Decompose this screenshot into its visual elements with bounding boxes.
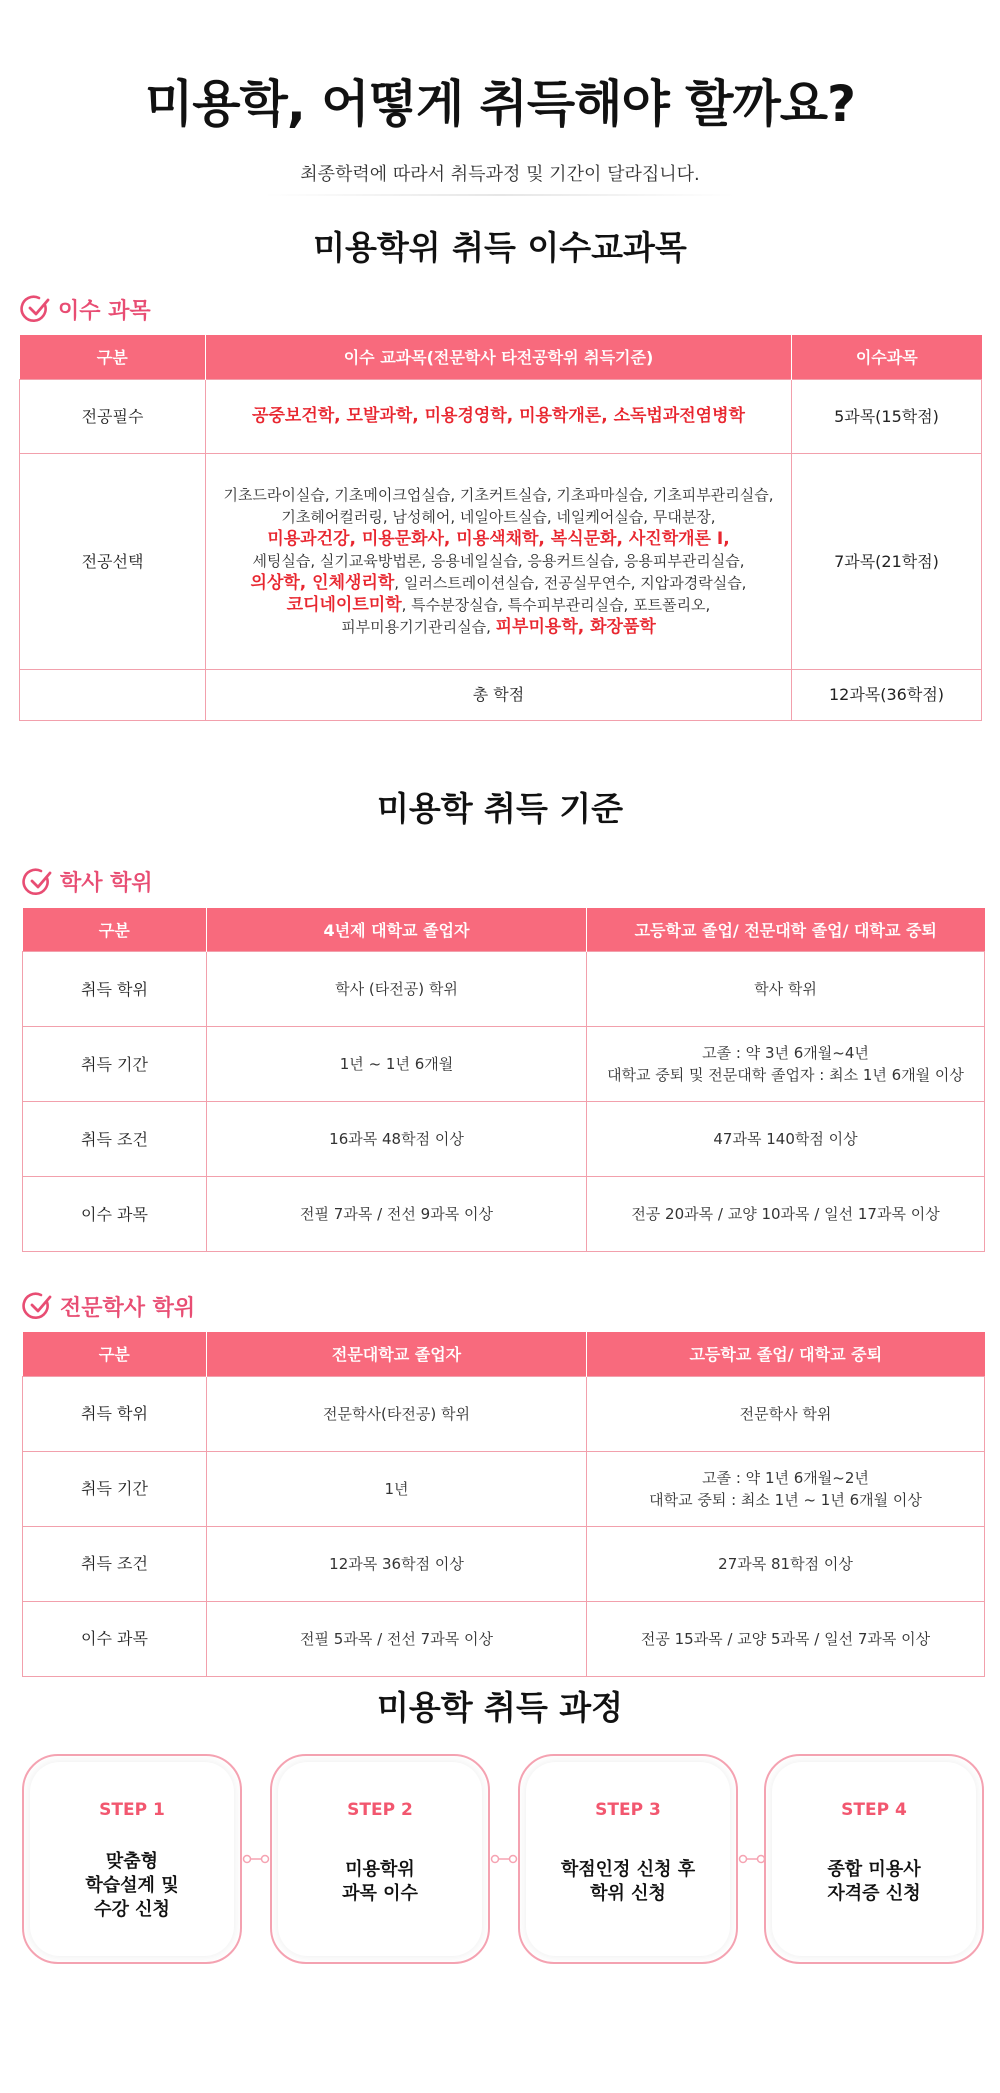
step-card-inner: [772, 1762, 976, 1956]
table-header: 4년제 대학교 졸업자: [207, 908, 587, 952]
table-row: [20, 453, 982, 669]
step-card-2: [270, 1754, 490, 1964]
total-count: 12과목(36학점): [792, 669, 982, 720]
elective-text: , 일러스트레이션실습, 전공실무연수, 지압과경락실습,: [394, 574, 747, 592]
process-title: 미용학 취득 과정: [376, 1688, 624, 1727]
required-subjects: [206, 379, 792, 453]
bachelor-check-label: 학사 학위: [60, 871, 153, 896]
bachelor-check-heading: [22, 866, 1000, 898]
table-row: [23, 1177, 985, 1252]
step-text: [42, 1850, 222, 1922]
table-cell: [587, 1376, 985, 1451]
table-header: 이수과목: [792, 335, 982, 379]
step-label: STEP 1: [99, 1800, 165, 1820]
elective-count: 7과목(21학점): [792, 453, 982, 669]
step-label: STEP 2: [347, 1800, 413, 1820]
associate-header-row: [23, 1332, 985, 1376]
criteria-title: 미용학 취득 기준: [376, 788, 624, 828]
table-cell: 전필 5과목 / 전선 7과목 이상: [207, 1601, 587, 1676]
row-label: 취득 조건: [23, 1526, 207, 1601]
table-cell: 16과목 48학점 이상: [207, 1102, 587, 1177]
step-card-4: [764, 1754, 984, 1964]
elective-line: 기초헤어컬러링, 남성헤어, 네일아트실습, 네일케어실습, 무대분장,: [281, 508, 716, 526]
total-label: 총 학점: [206, 669, 792, 720]
cell-line: 학사 학위: [754, 980, 817, 998]
step-card-1: [22, 1754, 242, 1964]
step-label: STEP 3: [595, 1800, 661, 1820]
table-header: 구분: [23, 908, 207, 952]
cell-line: 전공 20과목 / 교양 10과목 / 일선 17과목 이상: [631, 1205, 940, 1223]
elective-line: [206, 616, 791, 638]
table-row: [23, 1451, 985, 1526]
elective-highlight: 코디네이트미학: [286, 595, 402, 615]
step-connector-icon: [738, 1853, 766, 1865]
step-line: 학습설계 및: [85, 1875, 179, 1896]
associate-table: [22, 1332, 985, 1677]
cell-line: 27과목 81학점 이상: [718, 1554, 853, 1573]
step-line: 수강 신청: [94, 1899, 170, 1920]
courses-title: 미용학위 취득 이수교과목: [313, 228, 687, 267]
table-row: [23, 1526, 985, 1601]
required-subjects-text: 공중보건학, 모발과학, 미용경영학, 미용학개론, 소독법과전염병학: [252, 406, 745, 426]
associate-check-heading: [22, 1290, 1000, 1322]
step-line: 미용학위: [345, 1859, 415, 1880]
table-row: [23, 1027, 985, 1102]
process-steps: [22, 1754, 984, 1964]
table-cell: 12과목 36학점 이상: [207, 1526, 587, 1601]
table-row: [20, 379, 982, 453]
cell-line: 고졸 : 약 1년 6개월~2년: [702, 1468, 869, 1487]
elective-highlight: 피부미용학, 화장품학: [495, 617, 656, 637]
table-cell: 학사 (타전공) 학위: [207, 952, 587, 1027]
elective-highlight: 의상학, 인체생리학: [250, 573, 395, 593]
row-label: 취득 학위: [23, 1376, 207, 1451]
step-line: 학점인정 신청 후: [560, 1859, 696, 1880]
cell-line: 전공 15과목 / 교양 5과목 / 일선 7과목 이상: [640, 1629, 931, 1648]
elective-line: [206, 594, 791, 616]
bachelor-table: [22, 908, 985, 1253]
table-cell: [587, 1102, 985, 1177]
empty-cell: [20, 669, 206, 720]
table-header: 구분: [23, 1332, 207, 1376]
table-header: 전문대학교 졸업자: [207, 1332, 587, 1376]
row-label: 취득 기간: [23, 1451, 207, 1526]
elective-text: 피부미용기기관리실습,: [341, 618, 496, 636]
table-header: 고등학교 졸업/ 전문대학 졸업/ 대학교 중퇴: [587, 908, 985, 952]
step-line: 과목 이수: [342, 1883, 418, 1904]
elective-line: 세팅실습, 실기교육방법론, 응용네일실습, 응용커트실습, 응용피부관리실습,: [252, 552, 745, 570]
step-connector-icon: [242, 1853, 270, 1865]
table-cell: [587, 1601, 985, 1676]
row-label: 이수 과목: [23, 1177, 207, 1252]
table-cell: [587, 1451, 985, 1526]
table-cell: [587, 1027, 985, 1102]
row-label: 이수 과목: [23, 1601, 207, 1676]
courses-check-heading: [20, 293, 1000, 325]
step-text: [290, 1858, 470, 1906]
row-label: 취득 기간: [23, 1027, 207, 1102]
check-circle-icon: [20, 293, 52, 325]
elective-line-highlight: 미용과건강, 미용문화사, 미용색채학, 복식문화, 사진학개론 I,: [267, 529, 730, 549]
step-connector-icon: [490, 1853, 518, 1865]
table-cell: 전문학사(타전공) 학위: [207, 1376, 587, 1451]
table-header: 이수 교과목(전문학사 타전공학위 취득기준): [206, 335, 792, 379]
courses-table: [19, 335, 982, 721]
table-cell: [587, 952, 985, 1027]
elective-subjects: [206, 453, 792, 669]
table-row: [23, 952, 985, 1027]
step-card-3: [518, 1754, 738, 1964]
elective-line: 기초드라이실습, 기초메이크업실습, 기초커트실습, 기초파마실습, 기초피부관리실습,: [223, 486, 774, 504]
cell-line: 고졸 : 약 3년 6개월~4년: [702, 1044, 869, 1062]
step-card-inner: [30, 1762, 234, 1956]
table-cell: 1년 ~ 1년 6개월: [207, 1027, 587, 1102]
elective-line: [206, 572, 791, 594]
step-label: STEP 4: [841, 1800, 907, 1820]
row-label: 전공선택: [20, 453, 206, 669]
page-title: 미용학, 어떻게 취득해야 할까요?: [144, 75, 856, 133]
cell-line: 47과목 140학점 이상: [713, 1130, 858, 1148]
row-label: 전공필수: [20, 379, 206, 453]
bachelor-header-row: [23, 908, 985, 952]
table-cell: 전필 7과목 / 전선 9과목 이상: [207, 1177, 587, 1252]
step-text: [538, 1858, 718, 1906]
table-row: [23, 1376, 985, 1451]
required-count: 5과목(15학점): [792, 379, 982, 453]
row-label: 취득 학위: [23, 952, 207, 1027]
subtitle-underline: [265, 194, 735, 196]
table-cell: [587, 1526, 985, 1601]
elective-text: , 특수분장실습, 특수피부관리실습, 포트폴리오,: [401, 596, 711, 614]
step-line: 종합 미용사: [827, 1859, 921, 1880]
table-header: 고등학교 졸업/ 대학교 중퇴: [587, 1332, 985, 1376]
cell-line: 대학교 중퇴 및 전문대학 졸업자 : 최소 1년 6개월 이상: [607, 1066, 964, 1084]
step-card-inner: [278, 1762, 482, 1956]
check-circle-icon: [22, 1290, 54, 1322]
step-line: 맞춤형: [105, 1851, 159, 1872]
step-card-inner: [526, 1762, 730, 1956]
table-row: [23, 1102, 985, 1177]
page-subtitle: 최종학력에 따라서 취득과정 및 기간이 달라집니다.: [300, 164, 700, 185]
table-row: [23, 1601, 985, 1676]
table-cell: 1년: [207, 1451, 587, 1526]
table-header: 구분: [20, 335, 206, 379]
step-text: [784, 1858, 964, 1906]
cell-line: 전문학사 학위: [739, 1404, 832, 1423]
cell-line: 대학교 중퇴 : 최소 1년 ~ 1년 6개월 이상: [649, 1490, 922, 1509]
courses-header-row: [20, 335, 982, 379]
table-cell: [587, 1177, 985, 1252]
associate-check-label: 전문학사 학위: [60, 1295, 196, 1321]
step-line: 자격증 신청: [827, 1883, 921, 1904]
table-row: [20, 669, 982, 720]
check-circle-icon: [22, 866, 54, 898]
step-line: 학위 신청: [590, 1883, 666, 1904]
courses-check-label: 이수 과목: [58, 298, 151, 324]
row-label: 취득 조건: [23, 1102, 207, 1177]
